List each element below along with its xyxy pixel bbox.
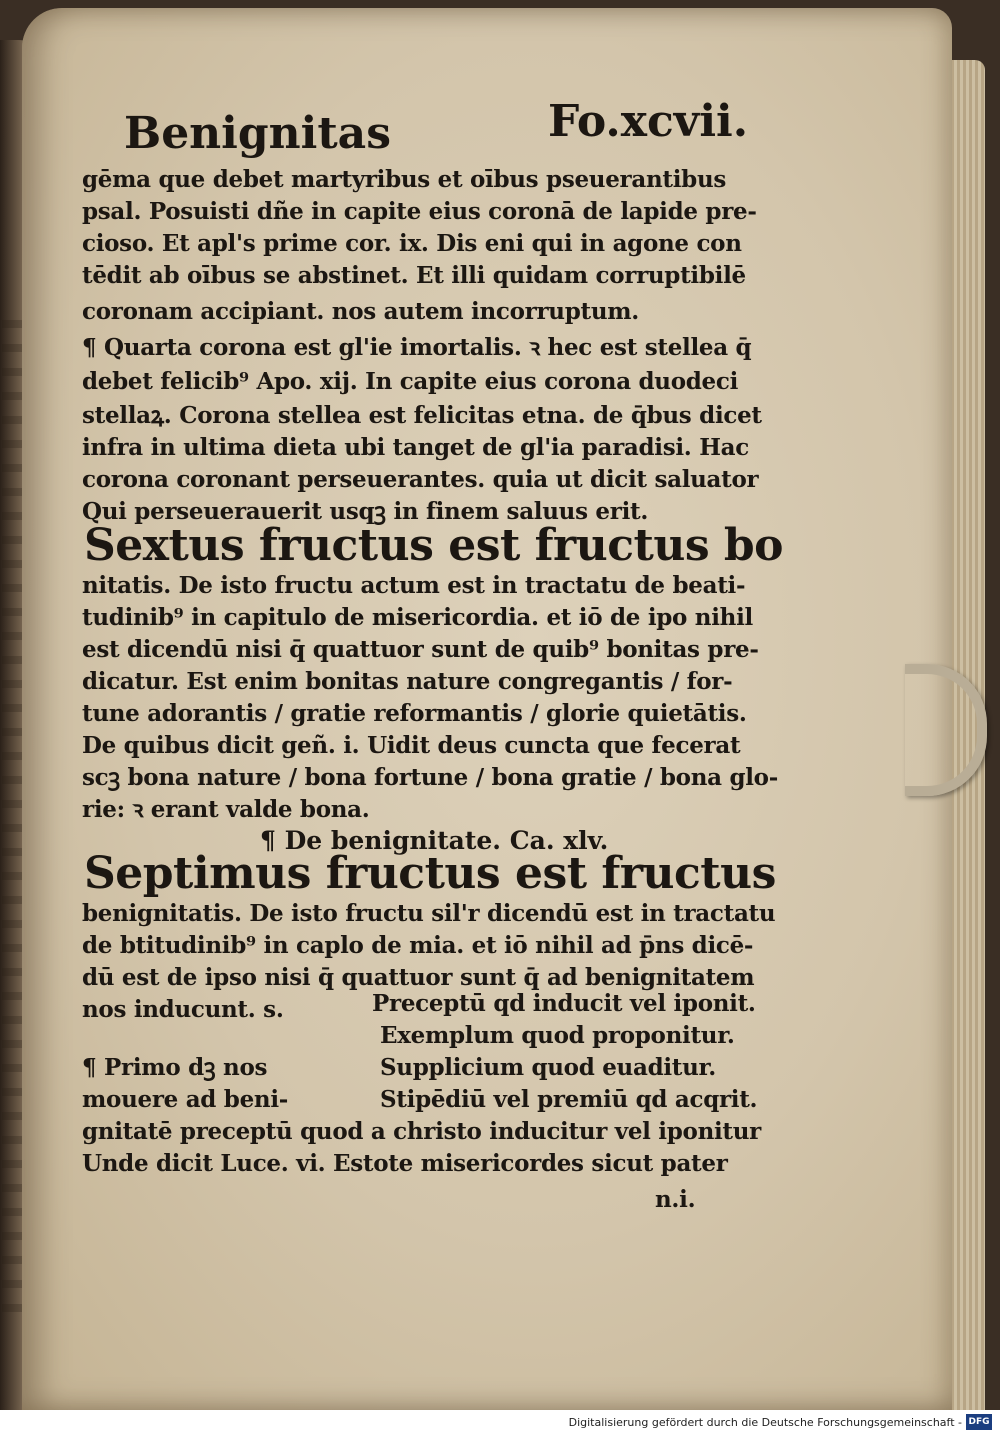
list-item: Preceptū qd inducit vel iponit. (372, 990, 756, 1017)
list-item: Supplicium quod euaditur. (380, 1054, 716, 1081)
text-line: De quibus dicit geñ. i. Uidit deus cuncta que fecerat (82, 732, 741, 759)
text-line: est dicendū nisi q̄ quattuor sunt de quib⁹ bonitas pre- (82, 636, 759, 663)
text-line: tune adorantis / gratie reformantis / glorie quietātis. (82, 700, 747, 727)
text-line: psal. Posuisti dñe in capite eius coronā de lapide pre- (82, 198, 757, 225)
text-line: nitatis. De isto fructu actum est in tractatu de beati- (82, 572, 746, 599)
text-line: dicatur. Est enim bonitas nature congregantis / for- (82, 668, 733, 695)
text-line: cioso. Et apl's prime cor. ix. Dis eni qui in agone con (82, 230, 742, 257)
signature-mark: n.i. (655, 1186, 696, 1213)
chapter-heading: ¶ De benignitate. Ca. xlv. (260, 826, 609, 855)
folio-number: Fo.xcvii. (548, 96, 749, 147)
text-line: mouere ad beni- (82, 1086, 289, 1113)
text-line: ¶ Quarta corona est gl'ie imortalis. ꝛ hec est stellea q̄ (82, 334, 752, 361)
text-line: gēma que debet martyribus et oībus pseuerantibus (82, 166, 727, 193)
text-line: nos inducunt. s. (82, 996, 284, 1023)
dfg-credit: Digitalisierung gefördert durch die Deutsche Forschungsgemeinschaft - (568, 1416, 962, 1429)
text-line: ¶ Primo dꝫ nos (82, 1054, 268, 1081)
text-line: tudinib⁹ in capitulo de misericordia. et iō de ipo nihil (82, 604, 753, 631)
text-line: scꝫ bona nature / bona fortune / bona gratie / bona glo- (82, 764, 778, 791)
dfg-logo: DFG (966, 1414, 992, 1430)
text-line: Unde dicit Luce. vi. Estote misericordes sicut pater (82, 1150, 728, 1177)
text-line: tēdit ab oībus se abstinet. Et illi quidam corruptibilē (82, 262, 746, 289)
text-line: coronam accipiant. nos autem incorruptum. (82, 298, 639, 325)
section-heading-sextus: Sextus fructus est fructus bo (84, 520, 784, 571)
running-head: Benignitas (124, 108, 391, 159)
list-item: Exemplum quod proponitur. (380, 1022, 735, 1049)
text-line: gnitatē preceptū quod a christo inducitur vel iponitur (82, 1118, 761, 1145)
text-line: dū est de ipso nisi q̄ quattuor sunt q̄ ad benignitatem (82, 964, 755, 991)
text-line: benignitatis. De isto fructu sil'r dicendū est in tractatu (82, 900, 776, 927)
text-line: stellaꝝ. Corona stellea est felicitas etna. de q̄bus dicet (82, 402, 762, 429)
text-line: infra in ultima dieta ubi tanget de gl'ia paradisi. Hac (82, 434, 749, 461)
text-line: de btitudinib⁹ in caplo de mia. et iō nihil ad p̄ns dicē- (82, 932, 754, 959)
list-item: Stipēdiū vel premiū qd acqrit. (380, 1086, 758, 1113)
text-line: debet felicib⁹ Apo. xij. In capite eius corona duodeci (82, 368, 739, 395)
text-line: corona coronant perseuerantes. quia ut dicit saluator (82, 466, 759, 493)
text-line: rie: ꝛ erant valde bona. (82, 796, 370, 823)
text-line: Qui perseuerauerit usqꝫ in finem saluus erit. (82, 498, 649, 525)
section-heading-septimus: Septimus fructus est fructus (84, 848, 776, 899)
